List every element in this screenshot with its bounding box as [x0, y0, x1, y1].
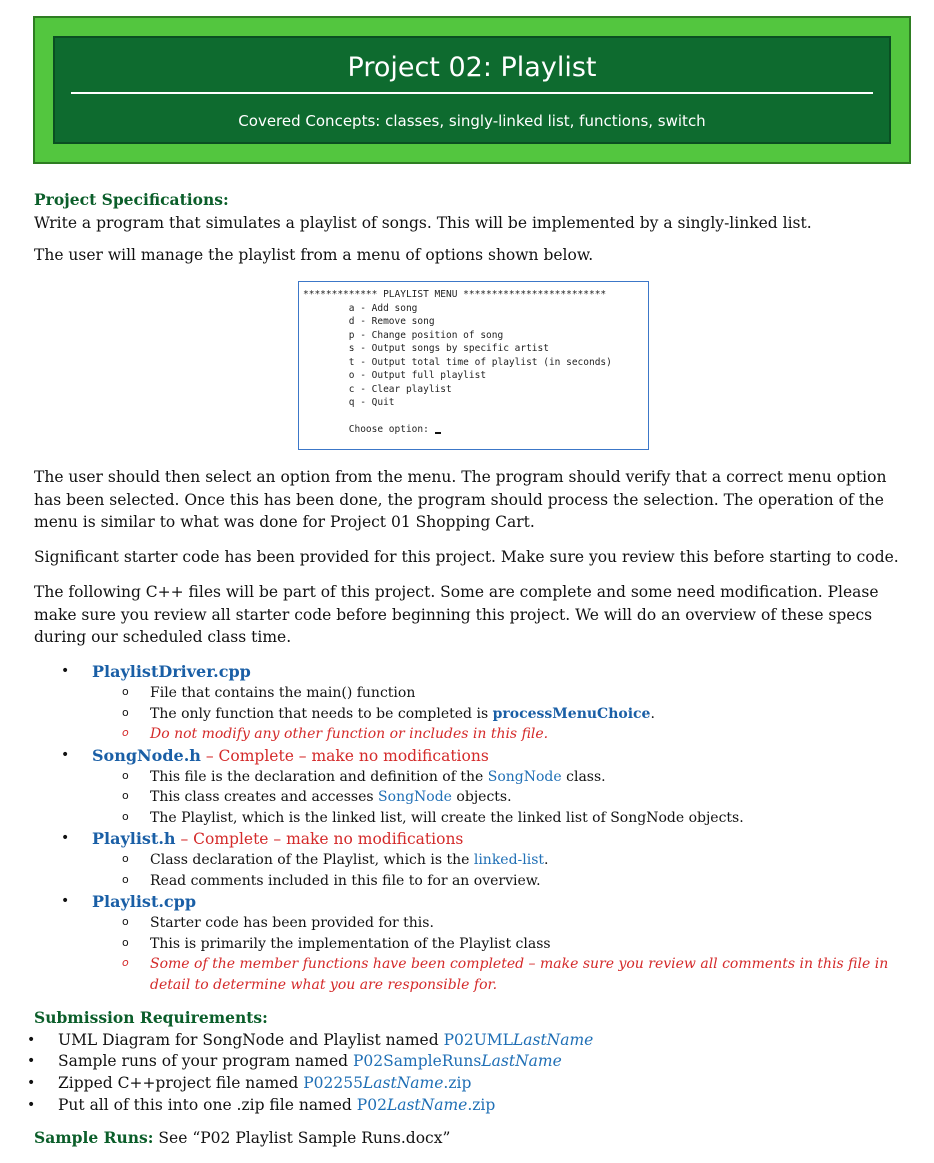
songnode-class-ref: SongNode: [487, 768, 562, 785]
linked-list-ref: linked-list: [473, 852, 545, 868]
menu-item-artist: s - Output songs by specific artist: [348, 343, 549, 354]
submission-file-lastname: LastName: [481, 1052, 562, 1071]
submission-file-ext: .zip: [467, 1095, 496, 1114]
submission-file-prefix: P02255: [303, 1073, 363, 1092]
submission-item-text: Sample runs of your program named: [58, 1052, 353, 1071]
songnode-bullet-2-end: objects.: [451, 789, 512, 805]
menu-header: ************* PLAYLIST MENU *************************: [303, 289, 607, 300]
submission-file-lastname: LastName: [363, 1073, 444, 1092]
songnode-bullet-1: [34, 767, 914, 788]
menu-prompt: Choose option:: [348, 424, 435, 435]
page-title: Project 02: Playlist: [347, 52, 597, 83]
menu-intro-block: [34, 244, 914, 267]
submission-item: [0, 1073, 880, 1095]
menu-item-add: a - Add song: [348, 302, 418, 314]
menu-item-quit: q - Quit: [348, 397, 395, 408]
submission-item: [0, 1051, 880, 1073]
sample-runs-heading: Sample Runs:: [34, 1128, 154, 1147]
submission-heading: Submission Requirements:: [34, 1008, 268, 1027]
select-paragraph: The user should then select an option from the menu. The program should verify that a correct menu option has been selected. Once this has been done, the program should process the selection. The operation of the menu is similar to what was done for Project 01 Shopping Cart.: [34, 468, 887, 531]
file-item-driver: [34, 661, 914, 683]
songnode-bullet-1-text: This file is the declaration and definition of the: [150, 768, 488, 785]
songnode-bullet-2: [34, 787, 914, 808]
process-menu-choice: processMenuChoice: [492, 705, 651, 722]
menu-item-output: o - Output full playlist: [348, 370, 487, 381]
sample-runs-section: [34, 1127, 914, 1150]
driver-bullet-3: o Do not modify any other function or includes in this file.: [34, 724, 914, 745]
submission-section: [34, 1007, 914, 1116]
submission-item: [0, 1095, 880, 1117]
title-banner-inner: [53, 36, 891, 144]
submission-file-prefix: P02UML: [443, 1030, 513, 1049]
menu-item-total-time: t - Output total time of playlist (in seconds): [348, 356, 612, 368]
playlist-h-bullet-1-end: .: [544, 852, 549, 868]
file-item-playlist-cpp: [34, 891, 914, 913]
menu-item-clear: c - Clear playlist: [348, 383, 452, 395]
songnode-note: – Complete – make no modifications: [200, 746, 489, 765]
submission-file-prefix: P02: [356, 1095, 387, 1114]
playlist-h-bullet-1: [34, 850, 914, 871]
submission-file-ext: .zip: [443, 1073, 472, 1092]
covered-concepts: Covered Concepts: classes, singly-linked list, functions, switch: [238, 112, 706, 130]
file-name-playlist-cpp: Playlist.cpp: [92, 892, 197, 911]
songnode-bullet-2-text: This class creates and accesses: [150, 789, 379, 805]
menu-intro: The user will manage the playlist from a menu of options shown below.: [34, 246, 594, 264]
file-item-songnode: [34, 745, 914, 767]
file-name-playlist-h: Playlist.h: [92, 829, 176, 848]
submission-file-lastname: LastName: [386, 1095, 468, 1114]
driver-bullet-2: [34, 704, 914, 725]
file-item-playlist-h: [34, 828, 914, 850]
driver-bullet-2-text: The only function that needs to be completed is: [150, 705, 493, 722]
specs-heading: Project Specifications:: [34, 190, 229, 209]
playlist-cpp-bullet-2: o This is primarily the implementation of the Playlist class: [34, 934, 914, 955]
songnode-bullet-1-end: class.: [561, 768, 606, 785]
playlist-cpp-bullet-3: o Some of the member functions have been completed – make sure you review all comments in this file in detail to determine what you are responsible for.: [34, 954, 914, 995]
menu-text: [299, 282, 648, 437]
specs-intro: Write a program that simulates a playlist of songs. This will be implemented by a singly-linked list.: [34, 213, 812, 232]
sample-runs-text: See “P02 Playlist Sample Runs.docx”: [153, 1129, 451, 1147]
playlist-h-bullet-1-text: Class declaration of the Playlist, which is the: [150, 852, 474, 868]
playlist-h-note: – Complete – make no modifications: [175, 830, 464, 848]
submission-item-text: Zipped C++project file named: [58, 1073, 304, 1092]
submission-item-text: UML Diagram for SongNode and Playlist named: [58, 1030, 444, 1049]
playlist-cpp-bullet-1: o Starter code has been provided for this.: [34, 913, 914, 934]
sample-runs-line: [34, 1127, 914, 1150]
submission-file-prefix: P02SampleRuns: [353, 1052, 482, 1071]
select-paragraph-block: [34, 466, 914, 534]
starter-paragraph: Significant starter code has been provided for this project. Make sure you review this before starting to code.: [34, 548, 899, 566]
files-paragraph-block: [34, 581, 914, 649]
file-list: [34, 661, 914, 995]
file-name-driver: PlaylistDriver.cpp: [92, 662, 251, 681]
title-divider: [71, 92, 873, 94]
files-paragraph: The following C++ files will be part of this project. Some are complete and some need modification. Please make sure you review all starter code before beginning this project. We will do an overview of these specs during our scheduled class time.: [34, 583, 879, 646]
submission-file-lastname: LastName: [512, 1030, 594, 1049]
songnode-class-ref-2: SongNode: [378, 789, 452, 805]
playlist-h-bullet-2: o Read comments included in this file to for an overview.: [34, 871, 914, 892]
file-name-songnode: SongNode.h: [92, 745, 201, 765]
playlist-menu-box: [298, 281, 649, 450]
submission-item-text: Put all of this into one .zip file named: [58, 1095, 357, 1114]
text-cursor: [435, 432, 441, 434]
driver-bullet-2-end: .: [650, 705, 655, 722]
title-banner: [33, 16, 911, 164]
driver-bullet-1: o File that contains the main() function: [34, 683, 914, 704]
submission-item: [0, 1030, 880, 1052]
specs-section: [34, 189, 914, 234]
menu-item-remove: d - Remove song: [348, 316, 435, 327]
starter-paragraph-block: [34, 546, 914, 569]
songnode-bullet-3: o The Playlist, which is the linked list, will create the linked list of SongNode objects.: [34, 808, 914, 829]
menu-item-position: p - Change position of song: [348, 329, 504, 341]
